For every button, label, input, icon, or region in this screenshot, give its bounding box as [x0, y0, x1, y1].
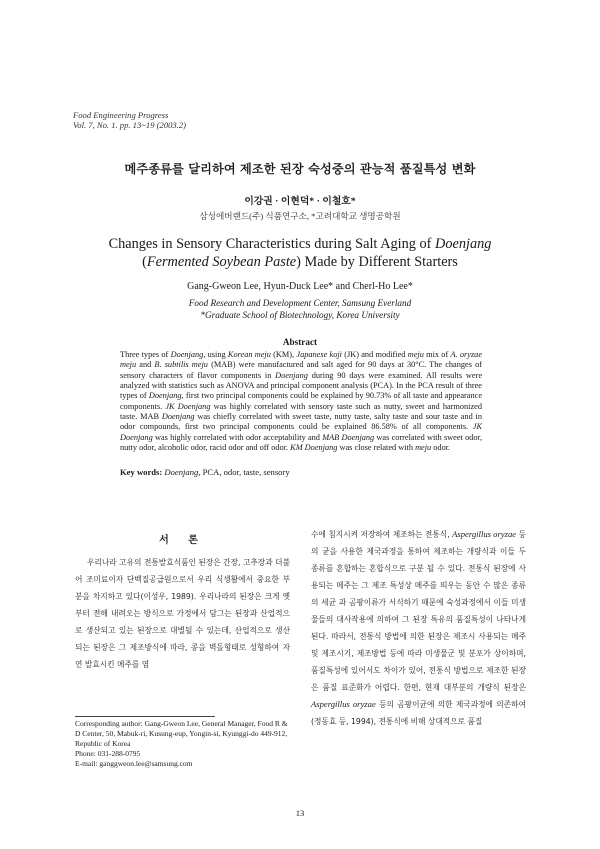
- journal-volume: Vol. 7, No. 1. pp. 13~19 (2003.2): [73, 120, 187, 130]
- correspondence-footnote: Corresponding author: Gang-Gweon Lee, General Manager, Food R & D Center, 50, Mabuk-ri, Kusung-eup, Yongin-si, Kyunggi-do 449-912, Republic of Korea Phone: 031-288-0795 E-mail: ganggweon.lee@samsung.com: [75, 719, 288, 768]
- english-affiliation: Food Research and Development Center, Samsung Everland *Graduate School of Biotechnology, Korea University: [188, 298, 412, 320]
- english-title: Changes in Sensory Characteristics during Salt Aging of Doenjang (Fermented Soybean Paste) Made by Different Starters: [108, 236, 492, 270]
- english-authors: Gang-Gweon Lee, Hyun-Duck Lee* and Cherl-Ho Lee*: [187, 281, 413, 292]
- abstract-body: Three types of Doenjang, using Korean meju (KM), Japanese koji (JK) and modified meju mix of A. oryzae meju and B. subtilis meju (MAB) were manufactured and salt aged for 90 days at 30°C. The changes of sensory characters of flavor components in Doenjang during 90 days were examined. All results were analyzed with statistics such as ANOVA and principal component analysis (PCA). In the PCA result of three types of Doenjang, first two principal components could be explained by 90.73% of all taste and appearance components. JK Doenjang was highly correlated with sensory taste such as nutty, sweet and harmonized taste. MAB Doenjang was chiefly correlated with sweet taste, nutty taste, salty taste and sour taste and in odor compounds, first two principal components could be explained 86.58% of all components. JK Doenjang was highly correlated with odor acceptability and MAB Doenjang was correlated with sweet odor, nutty odor, alcoholic odor, racid odor and off odor. KM Doenjang was close related with meju odor.: [120, 350, 483, 453]
- section-heading-introduction: 서 론: [159, 535, 206, 546]
- journal-header: [73, 110, 186, 130]
- intro-right-column: 수에 침지시켜 저장하여 제조하는 전통식, Aspergillus oryzae 등의 균을 사용한 제국과정을 통하여 제조하는 개량식과 이들 두 종류를 혼합하는 혼합식으로 구분 될 수 있다. 전통식 된장에 사용되는 메주는 그 제조 특성상 메주를 띄우는 동안 수 많은 종류의 세균 과 곰팡이류가 서식하기 때문에 숙성과정에서 이들 미생물들의 대사작용에 의하여 그 된장 특유의 품질특성이 나타나게 된다. 따라서, 전통식 방법에 의한 된장은 제조시 사용되는 메주 및 제조시기, 제조방법 등에 따라 미생물군 및 분포가 상이하며, 품질특성에 있어서도 차이가 있어, 전통식 방법으로 제조한 된장은 품질 표준화가 어렵다. 한편, 현재 대부분의 개량식 된장은 Aspergillus oryzae 등의 곰팡이균에 의한 제국과정에 의존하여(정동효 등, 1994), 전통식에 비해 상대적으로 품질: [311, 529, 527, 726]
- journal-name: Food Engineering Progress: [73, 110, 169, 120]
- page-number: 13: [295, 808, 305, 818]
- abstract-heading: Abstract: [282, 337, 318, 347]
- korean-affiliation: 삼성에버랜드(주) 식품연구소, *고려대학교 생명공학원: [199, 211, 401, 221]
- korean-title: 메주종류를 달리하여 제조한 된장 숙성중의 관능적 품질특성 변화: [124, 162, 476, 176]
- keywords: Key words: Doenjang, PCA, odor, taste, sensory: [120, 467, 290, 477]
- footnote-rule: [75, 716, 215, 717]
- korean-authors: 이강권 · 이현덕* · 이철호*: [244, 196, 356, 207]
- intro-left-column: 우리나라 고유의 전통발효식품인 된장은 간장, 고추장과 더불어 조미료이자 단백질공급원으로서 우리 식생활에서 중요한 부분을 차지하고 있다(이성우, 1989). 우리나라의 된장은 크게 옛부터 전해 내려오는 방식으로 가정에서 담그는 된장과 산업적으로 생산되고 있는 된장으로 대별될 수 있는데, 산업적으로 생산되는 된장은 그 제조방식에 따라, 콩을 벽돌형태로 성형하여 자연 발효시킨 메주를 염: [75, 558, 290, 669]
